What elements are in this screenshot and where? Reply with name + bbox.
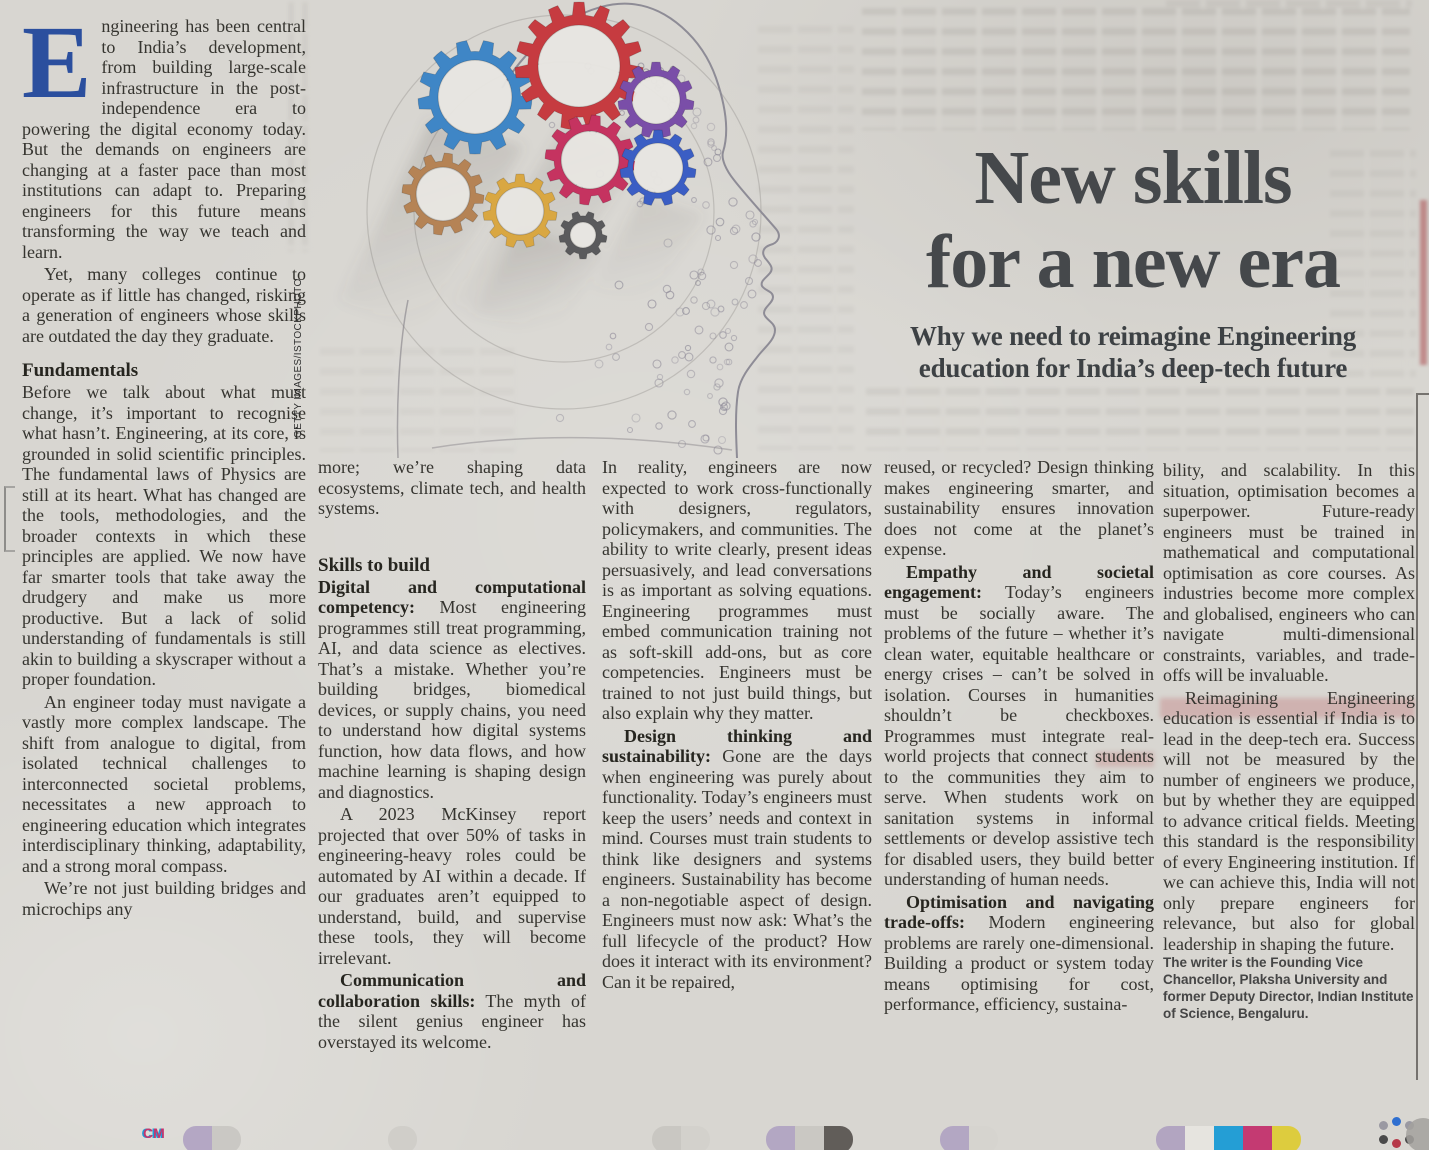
article-column-3 bbox=[602, 457, 872, 1129]
registration-dot bbox=[1379, 1135, 1388, 1144]
paragraph: Digital and computational competency: Most engineering programmes still treat programming, AI, and data science as electives. That’s a mistake. Whether you’re building bridges, biomedical devices, or supply chains, you need to understand how digital systems function, how data flows, and how machine learning is shaping design and diagnostics. bbox=[318, 576, 586, 802]
registration-cm-mark: CM bbox=[143, 1125, 165, 1141]
drop-cap: E bbox=[22, 16, 92, 120]
registration-pill bbox=[766, 1126, 853, 1150]
headline-line: for a new era bbox=[925, 220, 1341, 304]
bleedthrough-texture bbox=[1166, 0, 1412, 10]
bleedthrough-texture bbox=[862, 8, 1410, 130]
paragraph: Design thinking and sustainability: Gone are the days when engineering was purely about functionality. Today’s engineers must keep the users’ needs and context in mind. Courses must train students to think like designers and systems engineers. Sustainability has become a non-negotiable aspect of design. Engineers must now ask: What’s the full lifecycle of the product? How does it interact with its environment? Can it be repaired, bbox=[602, 725, 872, 992]
bold-lead: Digital and computational competency: bbox=[318, 576, 586, 617]
paragraph: bility, and scalability. In this situation, optimisation becomes a superpower. Future-ready engineers must be trained in mathematical and computational optimisation as core courses. As industries become more complex and globalised, engineers who can navigate multi-dimensional constraints, variables, and trade-offs will be invaluable. bbox=[1163, 460, 1415, 685]
paragraph: A 2023 McKinsey report projected that over 50% of tasks in engineering-heavy roles could be automated by AI within a decade. If our graduates aren’t equipped to understand, build, and supervise these tools, they will become irrelevant. bbox=[318, 804, 586, 968]
gears-head-illustration bbox=[312, 0, 857, 458]
paragraph: An engineer today must navigate a vastly more complex landscape. The shift from analogue to digital, from isolated technical challenges to interconnected societal problems, necessitates a new approach to engineering education which integrates interdisciplinary thinking, adaptability, and a strong moral compass. bbox=[22, 691, 306, 876]
article-column-5 bbox=[1163, 460, 1415, 1128]
red-ink-smudge bbox=[1420, 200, 1427, 365]
paragraph: Reimagining Engineering education is essential if India is to lead in the deep-tech era. Success will not be measured by the number of engineers we produce, but by whether they are equipped to advance critical fields. Meeting this standard is the responsibility of every Engineering institution. If we can achieve this, India will not only prepare engineers for relevance, but also for global leadership in shaping the future. bbox=[1163, 687, 1415, 954]
headline-subtitle bbox=[845, 320, 1421, 384]
registration-pill bbox=[652, 1126, 710, 1150]
paragraph: Engineering has been central to India’s development, from building large-scale infrastructure in the post-independence era to powering the digital economy today. But the demands on engineers are changing at a faster pace than most institutions can adapt to. Preparing engineers for this future means transforming the way we teach and learn. bbox=[22, 16, 306, 262]
paragraph: Optimisation and navigating trade-offs: Modern engineering problems are rarely one-dimensional. Building a product or system today means optimising for cost, performance, efficiency, sustaina- bbox=[884, 891, 1154, 1014]
registration-pill bbox=[1156, 1126, 1301, 1150]
headline-line: New skills bbox=[974, 136, 1292, 220]
article-column-2 bbox=[318, 457, 586, 1129]
paragraph: Yet, many colleges continue to operate as if little has changed, risking a generation of engineers whose skills are outdated the day they graduate. bbox=[22, 264, 306, 346]
registration-dot bbox=[1379, 1121, 1388, 1130]
registration-pill bbox=[940, 1126, 998, 1150]
paragraph: more; we’re shaping data ecosystems, climate tech, and health systems. bbox=[318, 457, 586, 518]
paragraph: Communication and collaboration skills: The myth of the silent genius engineer has overstayed its welcome. bbox=[318, 970, 586, 1052]
headline-title bbox=[845, 136, 1421, 304]
writer-credit: The writer is the Founding Vice Chancellor, Plaksha University and former Deputy Director, Indian Institute of Science, Bengaluru. bbox=[1163, 955, 1414, 1021]
paragraph: Before we talk about what must change, it’s important to recognise what hasn’t. Engineering, at its core, is grounded in solid scientific principles. The fundamental laws of Physics are still at its heart. What has changed are the tools, methodologies, and the broader contexts in which these principles are applied. We now have far smarter tools that take away the drudgery and make us more productive. But a lack of solid understanding of fundamentals is still akin to building a skyscraper without a proper foundation. bbox=[22, 382, 306, 689]
registration-dot bbox=[1392, 1117, 1401, 1126]
section-heading-fundamentals: Fundamentals bbox=[22, 360, 139, 381]
headline-block bbox=[845, 136, 1421, 384]
paragraph: Empathy and societal engagement: Today’s engineers must be socially aware. The problems of the future – whether it’s clean water, equitable healthcare or energy crises – can’t be solved in isolation. Courses in humanities shouldn’t be checkboxes. Programmes must integrate real-world projects that connect students to the communities they aim to serve. When students work on sanitation systems in informal settlements or develop assistive tech for disabled users, they build better understanding of human needs. bbox=[884, 561, 1154, 889]
article-column-4 bbox=[884, 457, 1154, 1129]
adjacent-page-box-rule bbox=[1416, 393, 1429, 1080]
section-heading-skills-to-build: Skills to build bbox=[318, 554, 430, 576]
bold-lead: Communication and collaboration skills: bbox=[318, 970, 586, 1011]
subtitle-line: Why we need to reimagine Engineering bbox=[909, 321, 1357, 351]
registration-blob bbox=[1406, 1118, 1429, 1150]
bleedthrough-texture bbox=[866, 388, 1414, 450]
photo-credit: GETTY IMAGES/ISTOCKPHOTO bbox=[293, 278, 304, 438]
article-column-1 bbox=[22, 16, 306, 1130]
registration-dot bbox=[1392, 1139, 1401, 1148]
margin-mark bbox=[4, 486, 15, 552]
subtitle-line: education for India’s deep-tech future bbox=[918, 353, 1348, 383]
bold-lead: Empathy and societal engagement: bbox=[884, 561, 1154, 602]
registration-pill bbox=[388, 1126, 417, 1150]
bold-lead: Design thinking and sustainability: bbox=[602, 725, 872, 766]
bold-lead: Optimisation and navigating trade-offs: bbox=[884, 891, 1154, 932]
paragraph: reused, or recycled? Design thinking makes engineering smarter, and sustainability ensures innovation does not come at the planet’s expense. bbox=[884, 457, 1154, 559]
registration-pill bbox=[183, 1126, 241, 1150]
paragraph: We’re not just building bridges and microchips any bbox=[22, 878, 306, 919]
paragraph: In reality, engineers are now expected to work cross-functionally with designers, regulators, policymakers, and communities. The ability to write clearly, present ideas persuasively, and lead conversations is as important as solving equations. Engineering programmes must embed communication training not as soft-skill add-ons, but as core competencies. Engineers must be trained to not just build things, but also explain why they matter. bbox=[602, 457, 872, 723]
